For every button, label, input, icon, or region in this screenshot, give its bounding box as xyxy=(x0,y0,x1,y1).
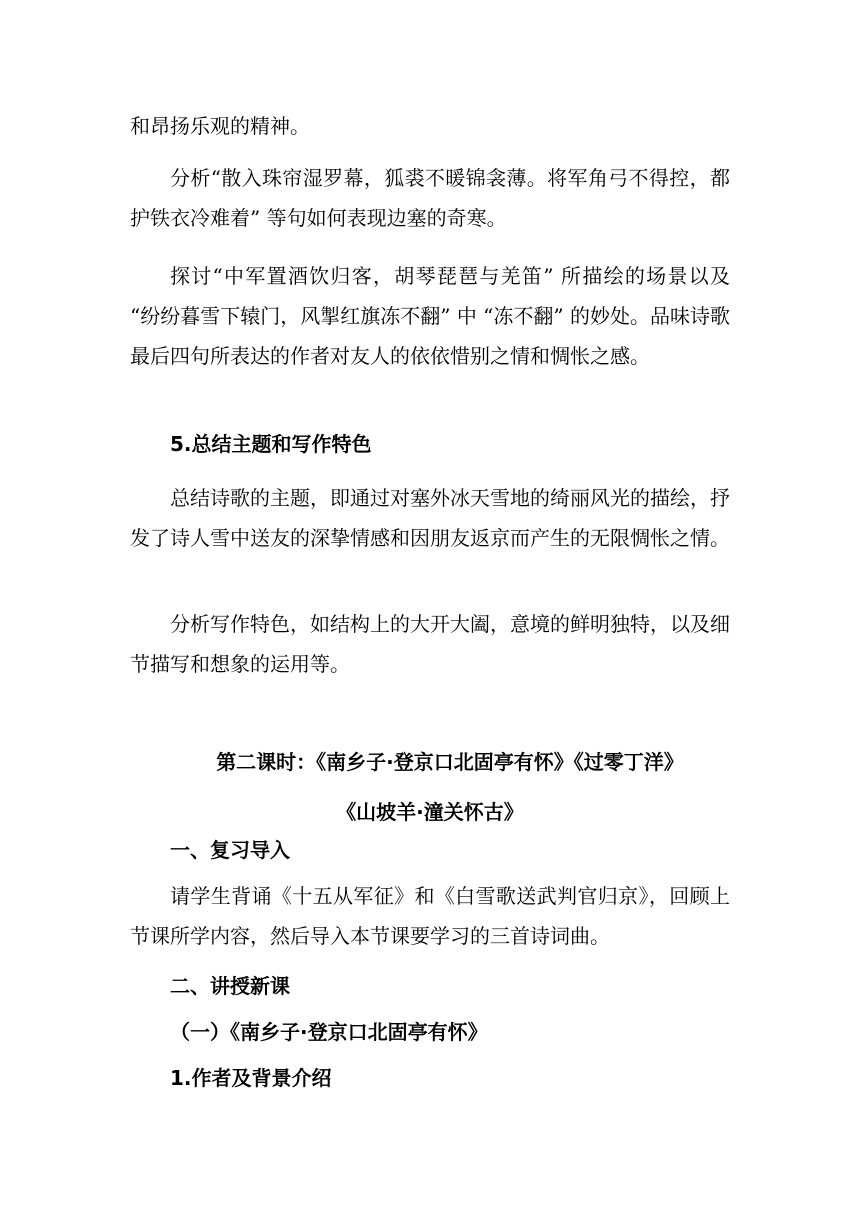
heading-summary: 5.总结主题和写作特色 xyxy=(170,432,372,456)
section-new-lesson-heading: 二、讲授新课 xyxy=(170,974,290,998)
paragraph-continuation: 和昂扬乐观的精神。 xyxy=(130,114,310,138)
lesson-title-line-2: 《山坡羊·潼关怀古》 xyxy=(336,800,524,824)
paragraph-writing-features: 分析写作特色，如结构上的大开大阖，意境的鲜明独特，以及细节描写和想象的运用等。 xyxy=(130,612,730,676)
subsection-nanxiangzi-heading: （一）《南乡子·登京口北固亭有怀》 xyxy=(170,1020,488,1044)
paragraph-analysis-cold: 分析“散入珠帘湿罗幕，狐裘不暖锦衾薄。将军角弓不得控，都护铁衣冷难着” 等句如何表现边塞的奇寒。 xyxy=(130,166,730,230)
paragraph-explore-scene: 探讨“中军置酒饮归客，胡琴琵琶与羌笛” 所描绘的场景以及 “纷纷暮雪下辕门，风掣红旗冻不翻” 中 “冻不翻” 的妙处。品味诗歌最后四句所表达的作者对友人的依依惜别之情和惆怅之感。 xyxy=(130,264,730,368)
paragraph-summary-theme: 总结诗歌的主题，即通过对塞外冰天雪地的绮丽风光的描绘，抒发了诗人雪中送友的深挚情感和因朋友返京而产生的无限惆怅之情。 xyxy=(130,486,730,550)
section-review-heading: 一、复习导入 xyxy=(170,838,290,862)
item-author-background: 1.作者及背景介绍 xyxy=(170,1066,332,1090)
paragraph-review: 请学生背诵《十五从军征》和《白雪歌送武判官归京》，回顾上节课所学内容，然后导入本节课要学习的三首诗词曲。 xyxy=(130,884,730,948)
lesson-title-line-1: 第二课时：《南乡子·登京口北固亭有怀》《过零丁洋》 xyxy=(216,750,684,774)
